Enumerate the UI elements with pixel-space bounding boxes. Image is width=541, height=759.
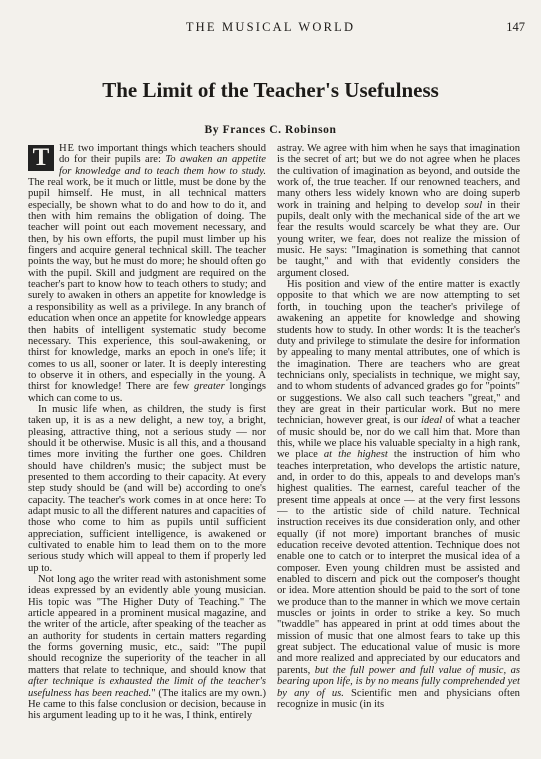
text-run: longings which can come to us. (28, 381, 266, 404)
text-run: In music life when, as children, the study is first taken up, it is as a new delight, a new toy, a bright, pleasing, attractive thing, not a serious study — nor should it be otherwise. Music is all this, and a thousand times more inviting the further one goes. Children should have children's music; the subject must be presented to them according to their capacity. At every step study should be (and will be) according to one's capacity. The teacher's work comes in at once here: To adapt music to all the different natures and capacities of those who come to him as pupils until sufficient appreciation, sufficient intelligence, is awakened or cultivated to enable him to lead them on to the more serious study which will appeal to them if properly led up to. (28, 403, 266, 574)
paragraph (28, 404, 266, 574)
italic-run: To awaken an appetite for knowledge and to teach them how to study. (59, 154, 266, 177)
left-column (28, 143, 266, 747)
italic-run: but the full power and full value of music, as bearing upon life, is by no means fully comprehended yet by any of us. (277, 664, 520, 699)
text-run: The real work, be it much or little, must be done by the pupil himself. He must, in all technical matters especially, be shown what to do and how to do it, and then with him remains the obligation of doing. The teacher will point out each movement necessary, and then, by his own efforts, the pupil must limber up his fingers and acquire general technical skill. The teacher points the way, but he must do more; he should often go with the pupil. Skill and judgment are required on the teacher's part to know how to teach others to study; and surely to awaken in others an appetite for knowledge is a responsibility as well as a privilege. In any branch of education when once an appetite for knowledge appears then habits of intelligent systematic study become necessary. This experience, this soul-awakening, or thirst for knowledge, marks an epoch in one's life; it comes to us all, sooner or later. It is deeply interesting to observe it in others, and especially in the young. A thirst for knowledge! There are few (28, 177, 266, 393)
drop-cap: T (28, 145, 54, 171)
article-byline: By Frances C. Robinson (204, 124, 337, 136)
text-run: of what a teacher of music should be, nor do we call him that. More than this, while we place his valuable specialty in a high rank, we place (277, 415, 520, 461)
paragraph (28, 574, 266, 721)
paragraph (277, 143, 520, 279)
running-head: THE MUSICAL WORLD (185, 20, 356, 34)
text-run: astray. We agree with him when he says that imagination is the secret of art; but we do not agree when he places the cultivation of imagination as beyond, and outside the work of, the true teacher. If our renowned teachers, and many others less widely known who are doing superb work in training and helping to develop (277, 143, 520, 211)
page-number: 147 (506, 20, 525, 34)
italic-run: after technique is exhausted the limit of the teacher's usefulness has been reached. (28, 676, 266, 699)
text-run: His position and view of the entire matter is exactly opposite to that which we are now attempting to set forth, in touching upon the teacher's privilege of awakening an appetite for knowledge and showing students how to study. In other words: It is the teacher's duty and privilege to stimulate the desire for information by appealing to many mental attributes, one of which is the imagination. There are teachers who are great technicians only, specialists in technique, we might say, and to whom students of advanced grades go for "points" or suggestions. We also call such teachers "great," and they are great in their particular work. But no mere technician, however great, is our (277, 279, 520, 427)
text-run: in their pupils, dealt only with the mechanical side of the art we fear the results would scarcely be what they are. Our young writer, we fear, does not realize the mission of music. He says: "Imagination is something that cannot be taught," and with that evidently considers the argument closed. (277, 199, 520, 279)
paragraph (277, 279, 520, 710)
italic-run: greater (193, 381, 225, 393)
italic-run: at the highest (323, 449, 388, 461)
article-title: The Limit of the Teacher's Usefulness (102, 78, 439, 102)
text-run: the instruction of him who teaches interpretation, who develops the artistic nature, and, in order to do this, appeals to and develops man's highest qualities. The earnest, careful teacher of the present time appeals at once — at the very first lessons — to the artistic side of child nature. Technical instruction receives its due consideration only, and other equally (if not more) important branches of music education receive devoted attention. Technique does not enable one to catch or to interpret the musical idea of a composer. Even young children must be assisted and enabled to discern and pick out the composer's thought or idea. More attention should be paid to the sort of tone we produce than to the manner in which we move certain muscles or joints in order to strike a key. So much "twaddle" has appeared in print at odd times about the mission of music that one almost fears to take up this great subject. The educational value of music is more and more realized and appreciated by our educators and parents, (277, 449, 520, 676)
text-run: Scientific men and physicians often recognize in music (in its (277, 687, 520, 710)
text-run: " (The italics are my own.) He came to this false conclusion or decision, because in his argument leading up to it he was, I think, entirely (28, 687, 266, 722)
italic-run: ideal (421, 415, 443, 427)
paragraph (28, 143, 266, 404)
italic-run: soul (464, 199, 483, 211)
text-run: Not long ago the writer read with astonishment some ideas expressed by an evidently able young musician. His topic was "The Higher Duty of Teaching." The article appeared in a prominent musical magazine, and the writer of the article, after speaking of the teacher as an authority for students in certain matters regarding the forms governing music, etc., said: "The pupil should recognize the superiority of the teacher in all matters that relate to technique, and should know that (28, 574, 266, 676)
text-run: two important things which teachers should do for their pupils are: (59, 143, 266, 166)
right-column-text (277, 143, 520, 710)
right-column (277, 143, 520, 747)
left-column-text (28, 143, 266, 722)
text-run: HE (59, 143, 75, 154)
